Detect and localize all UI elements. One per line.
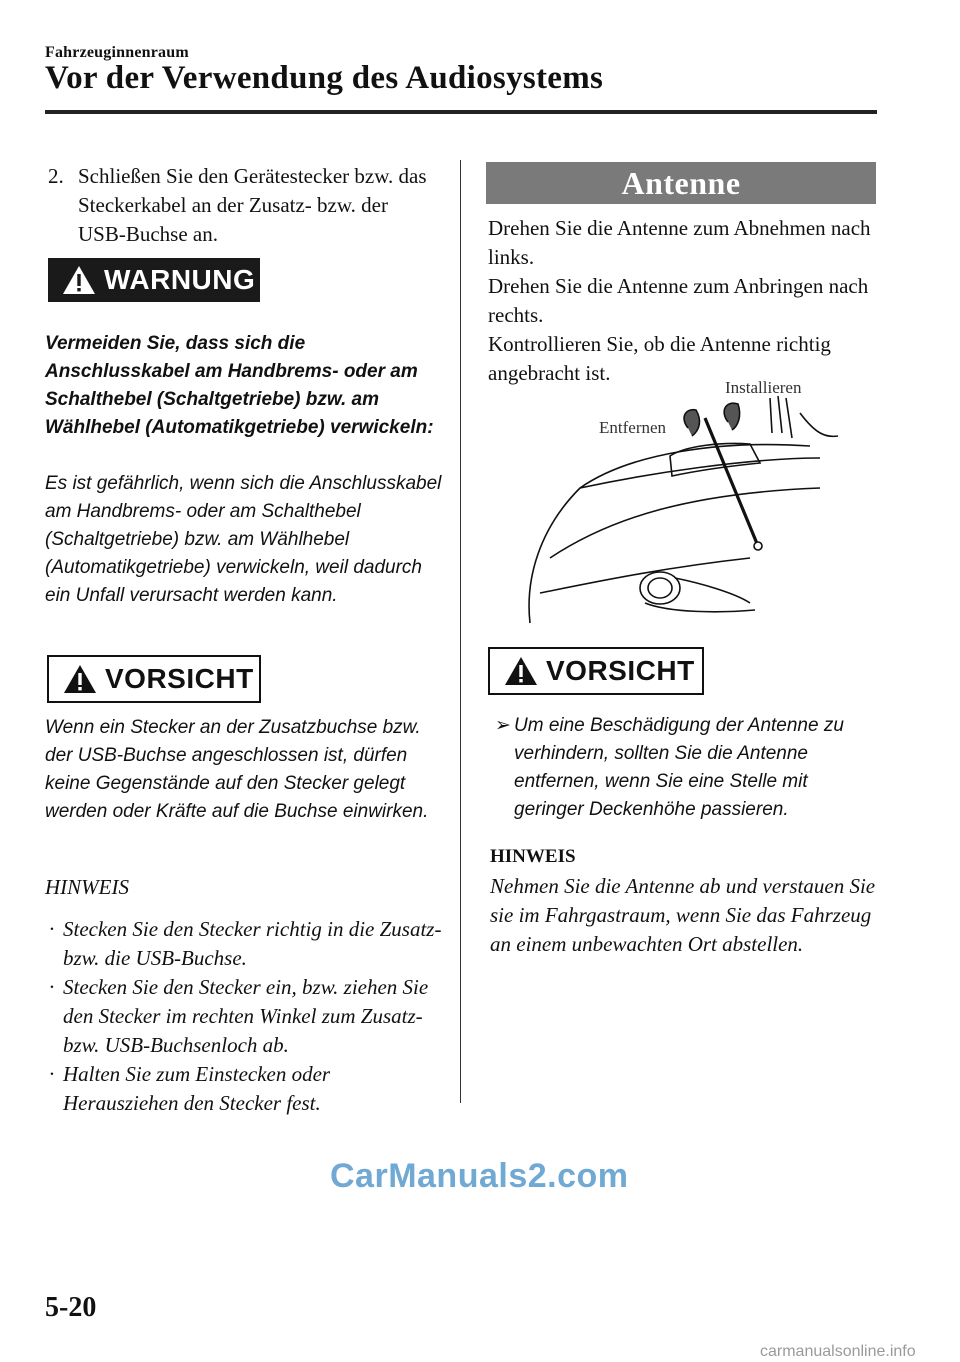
- page-number: 5-20: [45, 1292, 97, 1323]
- antenne-instructions: [488, 214, 878, 388]
- section-label: Fahrzeuginnenraum: [45, 44, 189, 61]
- arrow-bullet-icon: ➢: [495, 715, 511, 736]
- caution-text: [495, 712, 875, 824]
- warning-triangle-icon: [504, 656, 538, 686]
- caution-item: Um eine Beschädigung der Antenne zu verhindern, sollten Sie die Antenne entfernen, wenn Sie eine Stelle mit geringer Deckenhöhe passieren.: [514, 715, 844, 820]
- caution-label: VORSICHT: [546, 655, 695, 686]
- hinweis-label: HINWEIS: [45, 875, 129, 899]
- hinweis-text: Nehmen Sie die Antenne ab und verstauen Sie sie im Fahrgastraum, wenn Sie das Fahrzeug an einem unbewachten Ort abstellen.: [490, 874, 876, 956]
- section-heading: Antenne: [486, 162, 876, 204]
- caution-badge: [47, 655, 261, 703]
- footer-site-link[interactable]: carmanualsonline.info: [760, 1343, 916, 1360]
- warning-triangle-icon: [63, 664, 97, 694]
- caution-badge: [488, 647, 704, 695]
- figure-label-install: Installieren: [725, 378, 802, 397]
- list-item: · Stecken Sie den Stecker richtig in die Zusatz- bzw. die USB-Buchse.: [49, 917, 442, 970]
- warning-label: WARNUNG: [104, 264, 256, 295]
- warning-badge: [48, 258, 260, 302]
- warning-triangle-icon: [62, 265, 96, 295]
- warning-bold-text: Vermeiden Sie, dass sich die Anschlusskabel am Handbrems- oder am Schalthebel (Schaltgetriebe) bzw. am Wählhebel (Automatikgetriebe) verwickeln:: [45, 333, 434, 438]
- step-number: 2.: [48, 164, 64, 188]
- page-title: Vor der Verwendung des Audiosystems: [45, 60, 604, 96]
- figure-label-remove: Entfernen: [599, 418, 667, 437]
- step-text: Schließen Sie den Gerätestecker bzw. das Steckerkabel an der Zusatz- bzw. der USB-Buchse an.: [78, 164, 427, 246]
- caution-text: Wenn ein Stecker an der Zusatzbuchse bzw. der USB-Buchse angeschlossen ist, dürfen keine Gegenstände auf den Stecker gelegt werden oder Kräfte auf die Buchse einwirken.: [45, 717, 429, 822]
- header-divider: [45, 110, 877, 114]
- instruction-line: Kontrollieren Sie, ob die Antenne richtig angebracht ist.: [488, 332, 831, 385]
- hinweis-label: HINWEIS: [490, 846, 576, 867]
- list-item: · Halten Sie zum Einstecken oder Herausziehen den Stecker fest.: [49, 1062, 331, 1115]
- warning-text: Es ist gefährlich, wenn sich die Anschlusskabel am Handbrems- oder am Schalthebel (Schaltgetriebe) bzw. am Wählhebel (Automatikgetriebe) verwickeln, weil dadurch ein Unfall verursacht werden kann.: [45, 473, 442, 606]
- list-item: · Stecken Sie den Stecker ein, bzw. ziehen Sie den Stecker im rechten Winkel zum Zusatz- bzw. USB-Buchsenloch ab.: [49, 975, 429, 1057]
- antenna-illustration: [520, 378, 840, 628]
- watermark: CarManuals2.com: [330, 1157, 629, 1195]
- column-divider: [460, 160, 461, 1103]
- instruction-line: Drehen Sie die Antenne zum Abnehmen nach links.: [488, 216, 871, 269]
- instruction-line: Drehen Sie die Antenne zum Anbringen nach rechts.: [488, 274, 869, 327]
- caution-label: VORSICHT: [105, 663, 254, 694]
- hinweis-list: [45, 915, 445, 1118]
